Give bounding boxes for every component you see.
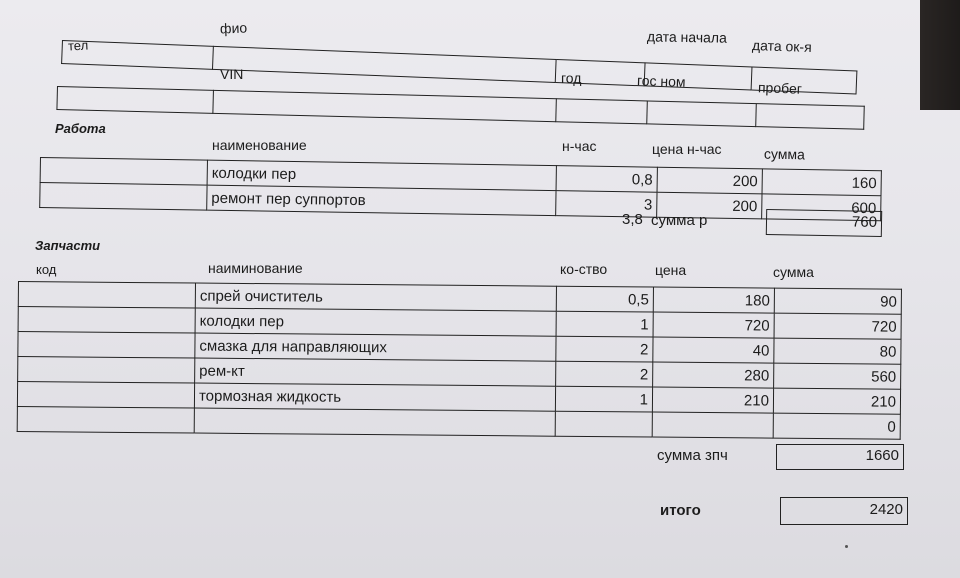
- parts-sum-cell[interactable]: 210: [773, 388, 900, 414]
- work-table-wrap: [39, 157, 882, 221]
- parts-price-cell[interactable]: 720: [653, 312, 774, 338]
- work-sum-cell[interactable]: 160: [762, 169, 881, 196]
- fio-field[interactable]: [212, 46, 556, 82]
- parts-col-name: наиминование: [208, 260, 303, 276]
- parts-sum-cell[interactable]: 0: [773, 413, 900, 439]
- vin-label: VIN: [220, 66, 244, 82]
- work-name-cell[interactable]: колодки пер: [207, 160, 556, 190]
- work-hours-cell[interactable]: 0,8: [556, 166, 657, 193]
- fio-label: фио: [219, 19, 248, 37]
- work-sum-cell[interactable]: 600: [762, 194, 881, 221]
- header-row-1: [61, 40, 857, 95]
- parts-section-title: Запчасти: [35, 238, 101, 253]
- work-code-cell[interactable]: [40, 183, 207, 211]
- year-label: год: [561, 70, 582, 86]
- parts-price-cell[interactable]: 280: [653, 362, 774, 388]
- start-date-label: дата начала: [646, 28, 727, 46]
- end-date-label: дата ок-я: [751, 36, 812, 56]
- parts-table-wrap: [17, 281, 902, 440]
- work-col-name: наименование: [212, 137, 307, 153]
- parts-code-cell[interactable]: [18, 307, 195, 334]
- parts-total-label: сумма зпч: [657, 447, 728, 464]
- work-total-value[interactable]: 760: [766, 209, 882, 237]
- parts-price-cell[interactable]: [652, 412, 773, 438]
- parts-qty-cell[interactable]: [555, 411, 652, 437]
- parts-qty-cell[interactable]: 2: [556, 336, 653, 362]
- work-rate-cell[interactable]: 200: [657, 167, 762, 194]
- work-name-cell[interactable]: ремонт пер суппортов: [207, 185, 556, 215]
- work-col-hours: н-час: [562, 138, 597, 154]
- parts-table: [17, 281, 902, 440]
- work-rate-cell[interactable]: 200: [657, 192, 762, 219]
- work-total-label: сумма р: [651, 212, 708, 229]
- parts-qty-cell[interactable]: 1: [556, 311, 653, 337]
- work-section-title: Работа: [55, 121, 106, 136]
- parts-sum-cell[interactable]: 90: [774, 288, 901, 314]
- tel-field[interactable]: [62, 41, 214, 70]
- parts-name-cell[interactable]: смазка для направляющих: [195, 333, 556, 361]
- mileage-field[interactable]: [756, 104, 865, 130]
- work-total-hours: 3,8: [622, 211, 643, 228]
- year-field[interactable]: [556, 99, 648, 124]
- parts-col-qty: ко-ство: [560, 261, 608, 277]
- parts-price-cell[interactable]: 210: [652, 387, 773, 413]
- work-hours-cell[interactable]: 3: [556, 191, 657, 218]
- parts-sum-cell[interactable]: 720: [774, 313, 901, 339]
- parts-name-cell[interactable]: колодки пер: [195, 308, 556, 336]
- parts-qty-cell[interactable]: 1: [555, 386, 652, 412]
- parts-qty-cell[interactable]: 2: [556, 361, 653, 387]
- vin-field[interactable]: [213, 90, 556, 121]
- work-col-rate: цена н-час: [652, 141, 722, 157]
- work-code-cell[interactable]: [40, 158, 207, 186]
- grand-total-value[interactable]: 2420: [780, 497, 908, 525]
- plate-label: гос ном: [636, 72, 686, 90]
- tel-label: тел: [67, 37, 89, 54]
- parts-price-cell[interactable]: 180: [653, 287, 774, 313]
- parts-name-cell[interactable]: [194, 408, 555, 436]
- parts-total-value[interactable]: 1660: [776, 444, 904, 470]
- paper-speck: [845, 545, 848, 548]
- work-col-sum: сумма: [763, 145, 806, 163]
- parts-price-cell[interactable]: 40: [653, 337, 774, 363]
- parts-code-cell[interactable]: [18, 282, 195, 309]
- mileage-label: пробег: [757, 79, 803, 97]
- parts-col-code: код: [36, 262, 57, 277]
- parts-code-cell[interactable]: [17, 382, 194, 409]
- parts-col-sum: сумма: [773, 264, 814, 280]
- plate-field[interactable]: [647, 101, 757, 127]
- parts-name-cell[interactable]: рем-кт: [195, 358, 556, 386]
- parts-sum-cell[interactable]: 80: [774, 338, 901, 364]
- parts-col-price: цена: [655, 262, 687, 278]
- parts-sum-cell[interactable]: 560: [774, 363, 901, 389]
- parts-code-cell[interactable]: [17, 406, 194, 433]
- parts-name-cell[interactable]: тормозная жидкость: [194, 383, 555, 411]
- vin-prefix-field[interactable]: [57, 87, 214, 114]
- parts-qty-cell[interactable]: 0,5: [556, 286, 653, 312]
- parts-code-cell[interactable]: [18, 332, 195, 359]
- work-table: [39, 157, 882, 221]
- header-row-2: [56, 86, 864, 130]
- parts-code-cell[interactable]: [18, 357, 195, 384]
- parts-name-cell[interactable]: спрей очиститель: [195, 283, 556, 311]
- grand-total-label: итого: [660, 502, 701, 519]
